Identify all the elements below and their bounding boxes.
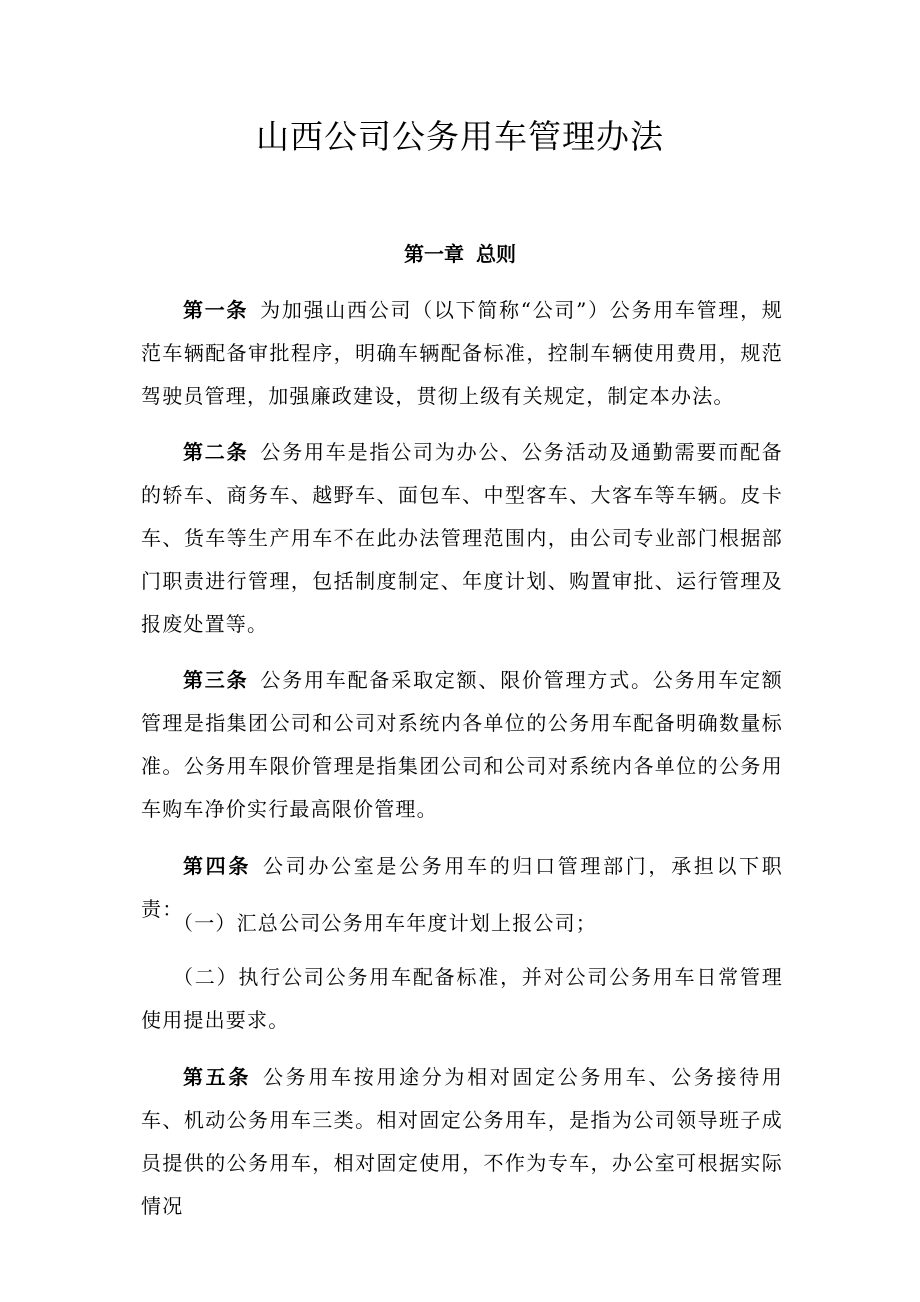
article-2 <box>141 431 783 646</box>
article-4-item-1 <box>141 902 783 945</box>
chapter-name: 总则 <box>476 242 516 266</box>
article-text: 公务用车是指公司为办公、公务活动及通勤需要而配备的轿车、商务车、越野车、面包车、中型客车、大客车等车辆。皮卡车、货车等生产用车不在此办法管理范围内，由公司专业部门根据部门职责进行管理，包括制度制定、年度计划、购置审批、运行管理及报废处置等。 <box>141 440 783 636</box>
article-5 <box>141 1056 783 1228</box>
article-label: 第二条 <box>183 440 249 464</box>
document-title: 山西公司公务用车管理办法 <box>256 117 664 156</box>
chapter-heading <box>0 238 920 270</box>
article-label: 第一条 <box>183 298 249 322</box>
article-text: 公司办公室是公务用车的归口管理部门，承担以下职责： <box>141 854 783 921</box>
article-3 <box>141 659 783 831</box>
item-text: （一）汇总公司公务用车年度计划上报公司； <box>173 911 597 935</box>
article-label: 第四条 <box>183 854 252 878</box>
article-text: 为加强山西公司（以下简称“公司”）公务用车管理，规范车辆配备审批程序，明确车辆配备标准，控制车辆使用费用，规范驾驶员管理，加强廉政建设，贯彻上级有关规定，制定本办法。 <box>141 298 783 408</box>
article-text: 公务用车按用途分为相对固定公务用车、公务接待用车、机动公务用车三类。相对固定公务用车，是指为公司领导班子成员提供的公务用车，相对固定使用，不作为专车，办公室可根据实际情况 <box>141 1065 783 1218</box>
article-1 <box>141 289 783 418</box>
item-text: （二）执行公司公务用车配备标准，并对公司公务用车日常管理使用提出要求。 <box>141 965 783 1032</box>
article-label: 第五条 <box>183 1065 252 1089</box>
article-text: 公务用车配备采取定额、限价管理方式。公务用车定额管理是指集团公司和公司对系统内各单位的公务用车配备明确数量标准。公务用车限价管理是指集团公司和公司对系统内各单位的公务用车购车净价实行最高限价管理。 <box>141 668 783 821</box>
chapter-number: 第一章 <box>404 242 464 266</box>
article-label: 第三条 <box>183 668 249 692</box>
article-4-item-2 <box>141 956 783 1042</box>
